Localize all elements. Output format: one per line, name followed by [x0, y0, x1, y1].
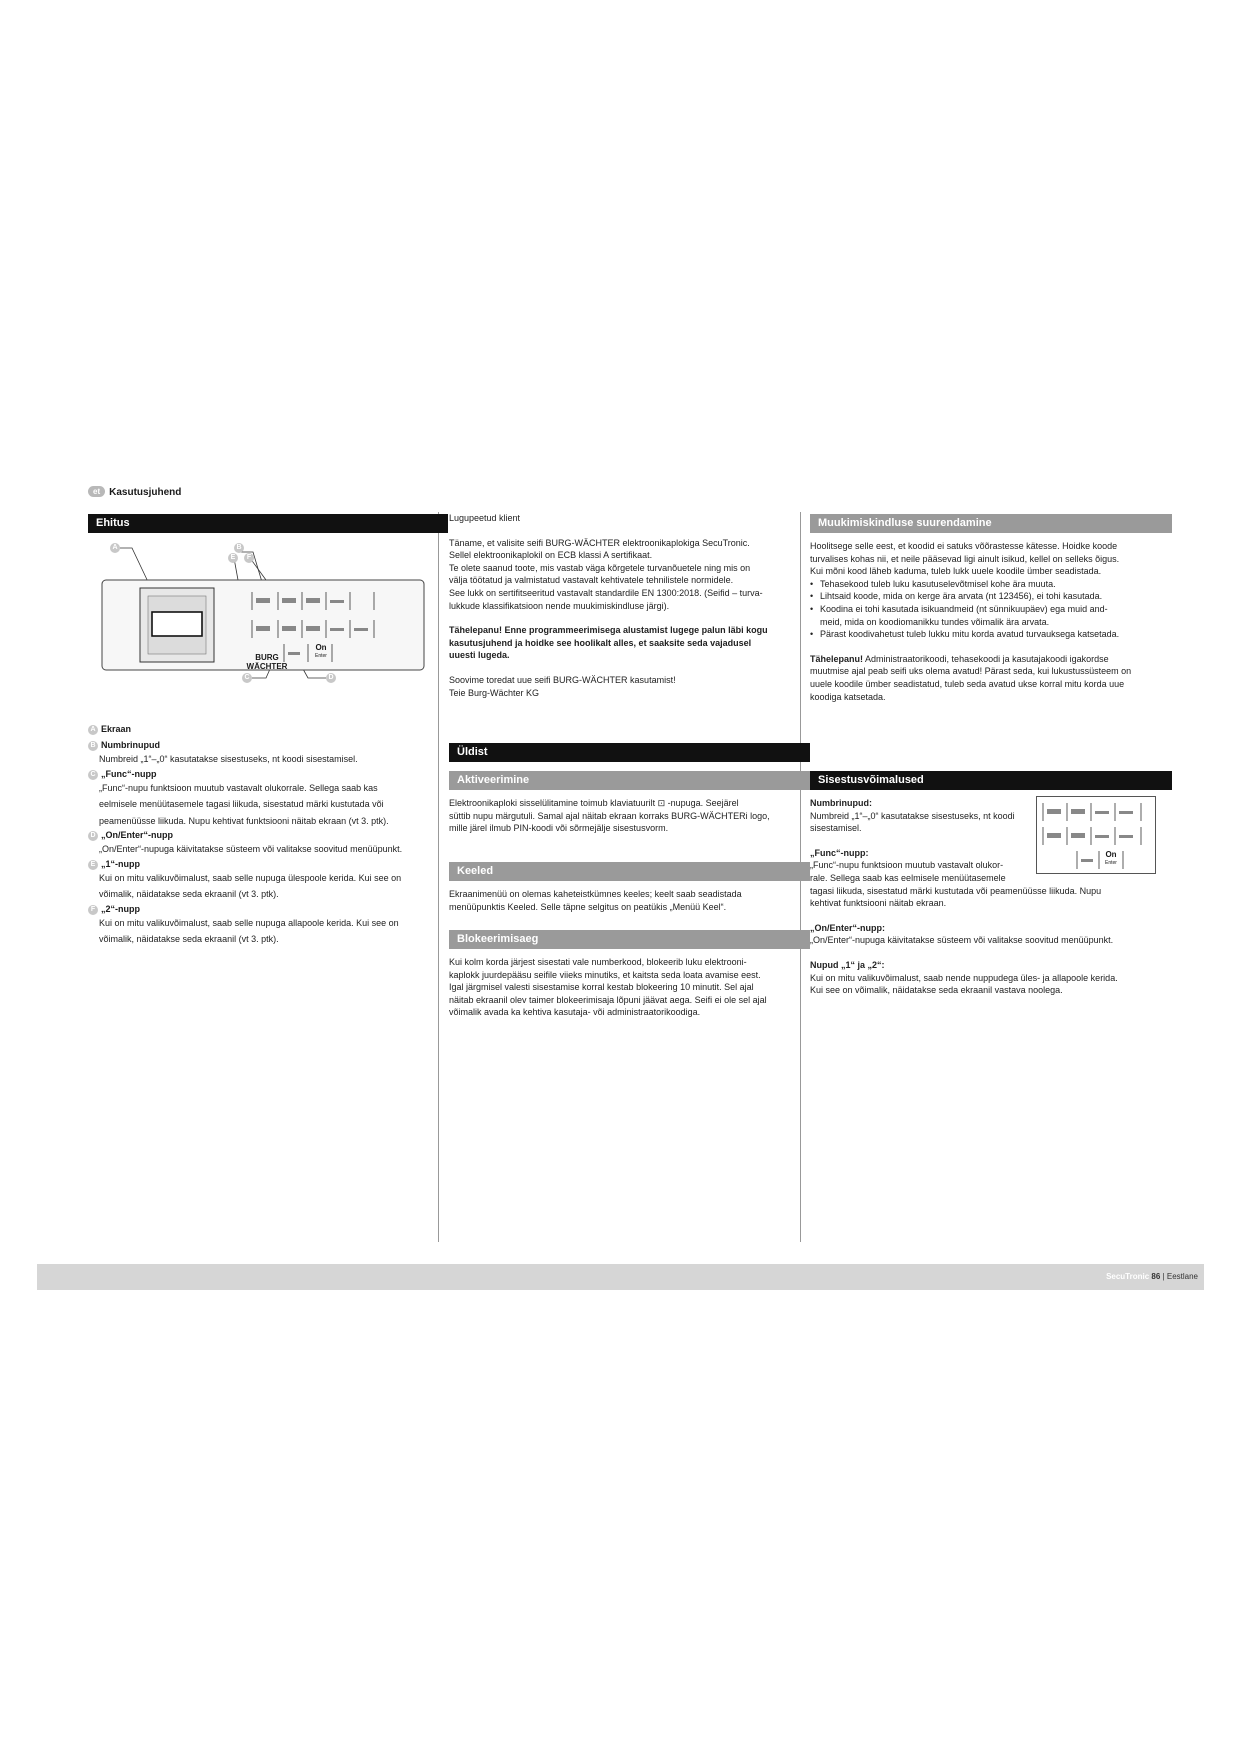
text-line: Kui mõni kood läheb kaduma, tuleb lukk uuele koodile ümber seadistada. — [810, 566, 1102, 577]
legend-title: Ekraan — [101, 724, 132, 734]
legend-title: „On/Enter“-nupp — [101, 830, 173, 840]
legend-desc-line: võimalik, näidatakse seda ekraanil (vt 3. ptk). — [99, 889, 279, 899]
callout-c: C — [242, 673, 252, 683]
footer-brand: SecuTronic — [1106, 1272, 1150, 1281]
section-title-sisestusvoimalused: Sisestusvõimalused — [810, 771, 1172, 790]
closing-line: Teie Burg-Wächter KG — [449, 687, 540, 698]
footer-text — [1106, 1272, 1198, 1281]
legend-item-e — [88, 858, 433, 870]
text-line: turvalises kohas nii, et neile pääsevad ligi ainult isikud, kellel on selleks õigus. — [810, 553, 1120, 564]
input-options-block — [810, 797, 1160, 997]
text-line: uuele koodile ümber seadistatud, tuleb seda avatud ukse korral mitu korda uue — [810, 678, 1125, 689]
intro-line: Täname, et valisite seifi BURG-WÄCHTER elektroonikaplokiga SecuTronic. — [449, 537, 750, 548]
text-line: mille järel ilmub PIN-koodi või sõrmejälje sisestusvorm. — [449, 823, 669, 834]
text-line: „Func“-nupu funktsioon muutub vastavalt olukor- — [810, 860, 1004, 871]
section-title-muukimiskindlus: Muukimiskindluse suurendamine — [810, 514, 1172, 533]
section-title-blokeerimisaeg: Blokeerimisaeg — [449, 930, 810, 949]
keypad-on-enter-main: On — [1105, 850, 1117, 859]
legend-item-d — [88, 829, 433, 841]
intro-line: Te olete saanud toote, mis vastab väga kõrgetele turvanõuetele ning mis on — [449, 562, 751, 573]
section-title-ehitus: Ehitus — [88, 514, 448, 533]
legend-letter: B — [88, 741, 98, 751]
brand-logo — [242, 653, 292, 671]
keys12-title: Nupud „1“ ja „2“: — [810, 959, 885, 970]
brand-logo-line2: WÄCHTER — [246, 662, 288, 671]
legend-desc — [88, 915, 433, 948]
legend-title: „1“-nupp — [101, 858, 140, 869]
notice-line: Tähelepanu! Enne programmeerimisega alustamist lugege palun läbi kogu — [449, 625, 768, 636]
legend-desc — [88, 870, 433, 903]
legend-item-a — [88, 723, 433, 735]
text-line: Kui see on võimalik, näidatakse seda ekraanil vastava noolega. — [810, 985, 1063, 996]
bullet-item: • Koodina ei tohi kasutada isikuandmeid (nt sünnikuupäev) ega muid and- meid, mida on koodiomanikku tundes võimalik ära arvata. — [810, 603, 1160, 628]
text-line: sisestamisel. — [810, 823, 862, 834]
notice-line: uuesti lugeda. — [449, 650, 510, 661]
bullet-item: • Pärast koodivahetust tuleb lukku mitu korda avatud turvauksega katsetada. — [810, 628, 1160, 641]
callout-e: E — [228, 553, 238, 563]
bullet-item: • Lihtsaid koode, mida on kerge ära arvata (nt 123456), ei tohi kasutada. — [810, 590, 1160, 603]
security-notice-label: Tähelepanu! — [810, 653, 864, 664]
text-line: koodiga katsetada. — [810, 691, 886, 702]
legend-desc-line: võimalik, näidatakse seda ekraanil (vt 3. ptk). — [99, 934, 279, 944]
keypad-on-enter-sub: Enter — [1105, 860, 1117, 866]
text-line: Ekraanimenüü on olemas kaheteistkümnes keeles; keelt saab seadistada — [449, 889, 742, 899]
section-title-aktiveerimine: Aktiveerimine — [449, 771, 810, 790]
callout-b: B — [234, 543, 244, 553]
legend-desc — [88, 841, 433, 858]
legend-desc-line: Numbreid „1“–„0“ kasutatakse sisestuseks, nt koodi sisestamisel. — [99, 754, 358, 764]
notice-line: kasutusjuhend ja hoidke see hoolikalt alles, et saaksite seda vajadusel — [449, 637, 752, 648]
intro-line: See lukk on sertifitseeritud vastavalt standardile EN 1300:2018. (Seifid – turva- — [449, 587, 763, 598]
text-line: muutmise ajal peab seifi uks olema avatud! Pärast seda, kui lukustussüsteem on — [810, 666, 1132, 677]
legend-desc-line: „Func“-nupu funktsioon muutub vastavalt olukorrale. Sellega saab kas — [99, 782, 378, 793]
greeting: Lugupeetud klient — [449, 513, 521, 523]
numkeys-title: Numbrinupud: — [810, 798, 872, 808]
legend-desc-line: Kui on mitu valikuvõimalust, saab selle nupuga allapoole kerida. Kui see on — [99, 917, 399, 928]
footer-separator: | — [1160, 1272, 1167, 1281]
text-line: Numbreid „1“–„0“ kasutatakse sisestuseks, nt koodi — [810, 810, 1015, 821]
legend — [88, 723, 433, 948]
lock-diagram — [88, 540, 436, 700]
languages-text — [449, 888, 794, 913]
enter-title: „On/Enter“-nupp: — [810, 922, 885, 933]
text-line: kaplokk juurdepääsu seifile viieks minutiks, et kaitsta seda loata avamise eest. — [449, 969, 761, 980]
on-enter-key-main: On — [315, 643, 327, 652]
func-title: „Func“-nupp: — [810, 847, 869, 858]
language-badge: et — [88, 486, 105, 497]
legend-desc-line: „On/Enter“-nupuga käivitatakse süsteem või valitakse soovitud menüüpunkt. — [99, 844, 403, 854]
intro-line: Sellel elektroonikaplokil on ECB klassi A sertifikaat. — [449, 550, 653, 561]
text-line: Kui on mitu valikuvõimalust, saab nende nuppudega üles- ja allapoole kerida. — [810, 972, 1118, 983]
legend-letter: F — [88, 905, 98, 915]
callout-a: A — [110, 543, 120, 553]
legend-letter: E — [88, 860, 98, 870]
callout-d: D — [326, 673, 336, 683]
text-line: Igal järgmisel valesti sisestamise korral kestab blokeering 10 minutit. Sel ajal — [449, 982, 754, 993]
block-text — [449, 956, 794, 1019]
brand-logo-line1: BURG — [255, 653, 279, 662]
intro-line: lukkude klassifikatsioon nende muukimiskindluse järgi). — [449, 600, 670, 611]
legend-desc — [88, 780, 433, 830]
on-enter-key-sub: Enter — [315, 653, 327, 659]
text-line: menüüpunktis Keeled. Selle täpne selgitus on peatükis „Menüü Keel“. — [449, 901, 727, 912]
text-line: Elektroonikaploki sisselülitamine toimub klaviatuurilt ⊡ -nupuga. Seejärel — [449, 798, 739, 808]
legend-desc-line: eelmisele menüütasemele tagasi liikuda, sisestatud märki kustutada või — [99, 799, 384, 809]
text-line: tagasi liikuda, sisestatud märki kustutada või peamenüüsse liikuda. Nupu — [810, 885, 1102, 896]
column-divider-1 — [438, 512, 439, 1242]
intro-block — [449, 512, 794, 699]
text-line: näitab ekraanil olev taimer blokeerimisaja lõpuni jäävat aega. Seifi ei ole sel ajal — [449, 994, 767, 1005]
text-line: „On/Enter“-nupuga käivitatakse süsteem või valitakse soovitud menüüpunkt. — [810, 935, 1114, 946]
legend-letter: C — [88, 770, 98, 780]
callout-f: F — [244, 553, 254, 563]
legend-item-f — [88, 903, 433, 915]
security-notice-first — [810, 653, 1160, 666]
text-line: rale. Sellega saab kas eelmisele menüütasemele — [810, 872, 1006, 883]
legend-item-b — [88, 739, 433, 751]
text-line: süttib nupu märgutuli. Samal ajal näitab ekraan korraks BURG-WÄCHTERi logo, — [449, 810, 770, 821]
security-bullets — [810, 578, 1160, 641]
text-line: kehtivat funktsiooni näitab ekraan. — [810, 898, 947, 909]
lock-diagram-svg — [88, 540, 436, 700]
intro-line: välja töötatud ja valmistatud vastavalt kehtivatele tehnilistele normidele. — [449, 575, 734, 586]
on-enter-key[interactable] — [310, 644, 332, 660]
bullet-item: • Tehasekood tuleb luku kasutuselevõtmisel kohe ära muuta. — [810, 578, 1160, 591]
security-block — [810, 540, 1160, 703]
legend-title: „2“-nupp — [101, 903, 140, 914]
text-line: Hoolitsege selle eest, et koodid ei satuks võõrastesse kätesse. Hoidke koode — [810, 541, 1118, 551]
section-title-keeled: Keeled — [449, 862, 810, 881]
legend-letter: A — [88, 725, 98, 735]
text-line: võimalik avada ka kehtiva kasutaja- või administraatorikoodiga. — [449, 1007, 701, 1018]
legend-desc-line: Kui on mitu valikuvõimalust, saab selle nupuga ülespoole kerida. Kui see on — [99, 872, 402, 883]
activation-text — [449, 797, 794, 835]
footer-page-number: 86 — [1151, 1272, 1161, 1281]
closing-line: Soovime toredat uue seifi BURG-WÄCHTER kasutamist! — [449, 674, 676, 685]
page-header — [88, 486, 181, 498]
legend-letter: D — [88, 831, 98, 841]
footer-band — [37, 1264, 1204, 1290]
legend-title: „Func“-nupp — [101, 768, 157, 779]
legend-title: Numbrinupud — [101, 740, 160, 750]
text-line: Kui kolm korda järjest sisestati vale numberkood, blokeerib luku elektrooni- — [449, 957, 747, 967]
legend-item-c — [88, 768, 433, 780]
legend-desc — [88, 751, 433, 768]
section-title-uldist: Üldist — [449, 743, 810, 762]
text-line: Administraatorikoodi, tehasekoodi ja kasutajakoodi igakordse — [863, 653, 1109, 664]
legend-desc-line: peamenüüsse liikuda. Nupu kehtivat funktsiooni näitab ekraan (vt 3. ptk). — [99, 815, 389, 826]
footer-language: Eestlane — [1166, 1272, 1198, 1281]
page-header-title: Kasutusjuhend — [109, 487, 182, 498]
